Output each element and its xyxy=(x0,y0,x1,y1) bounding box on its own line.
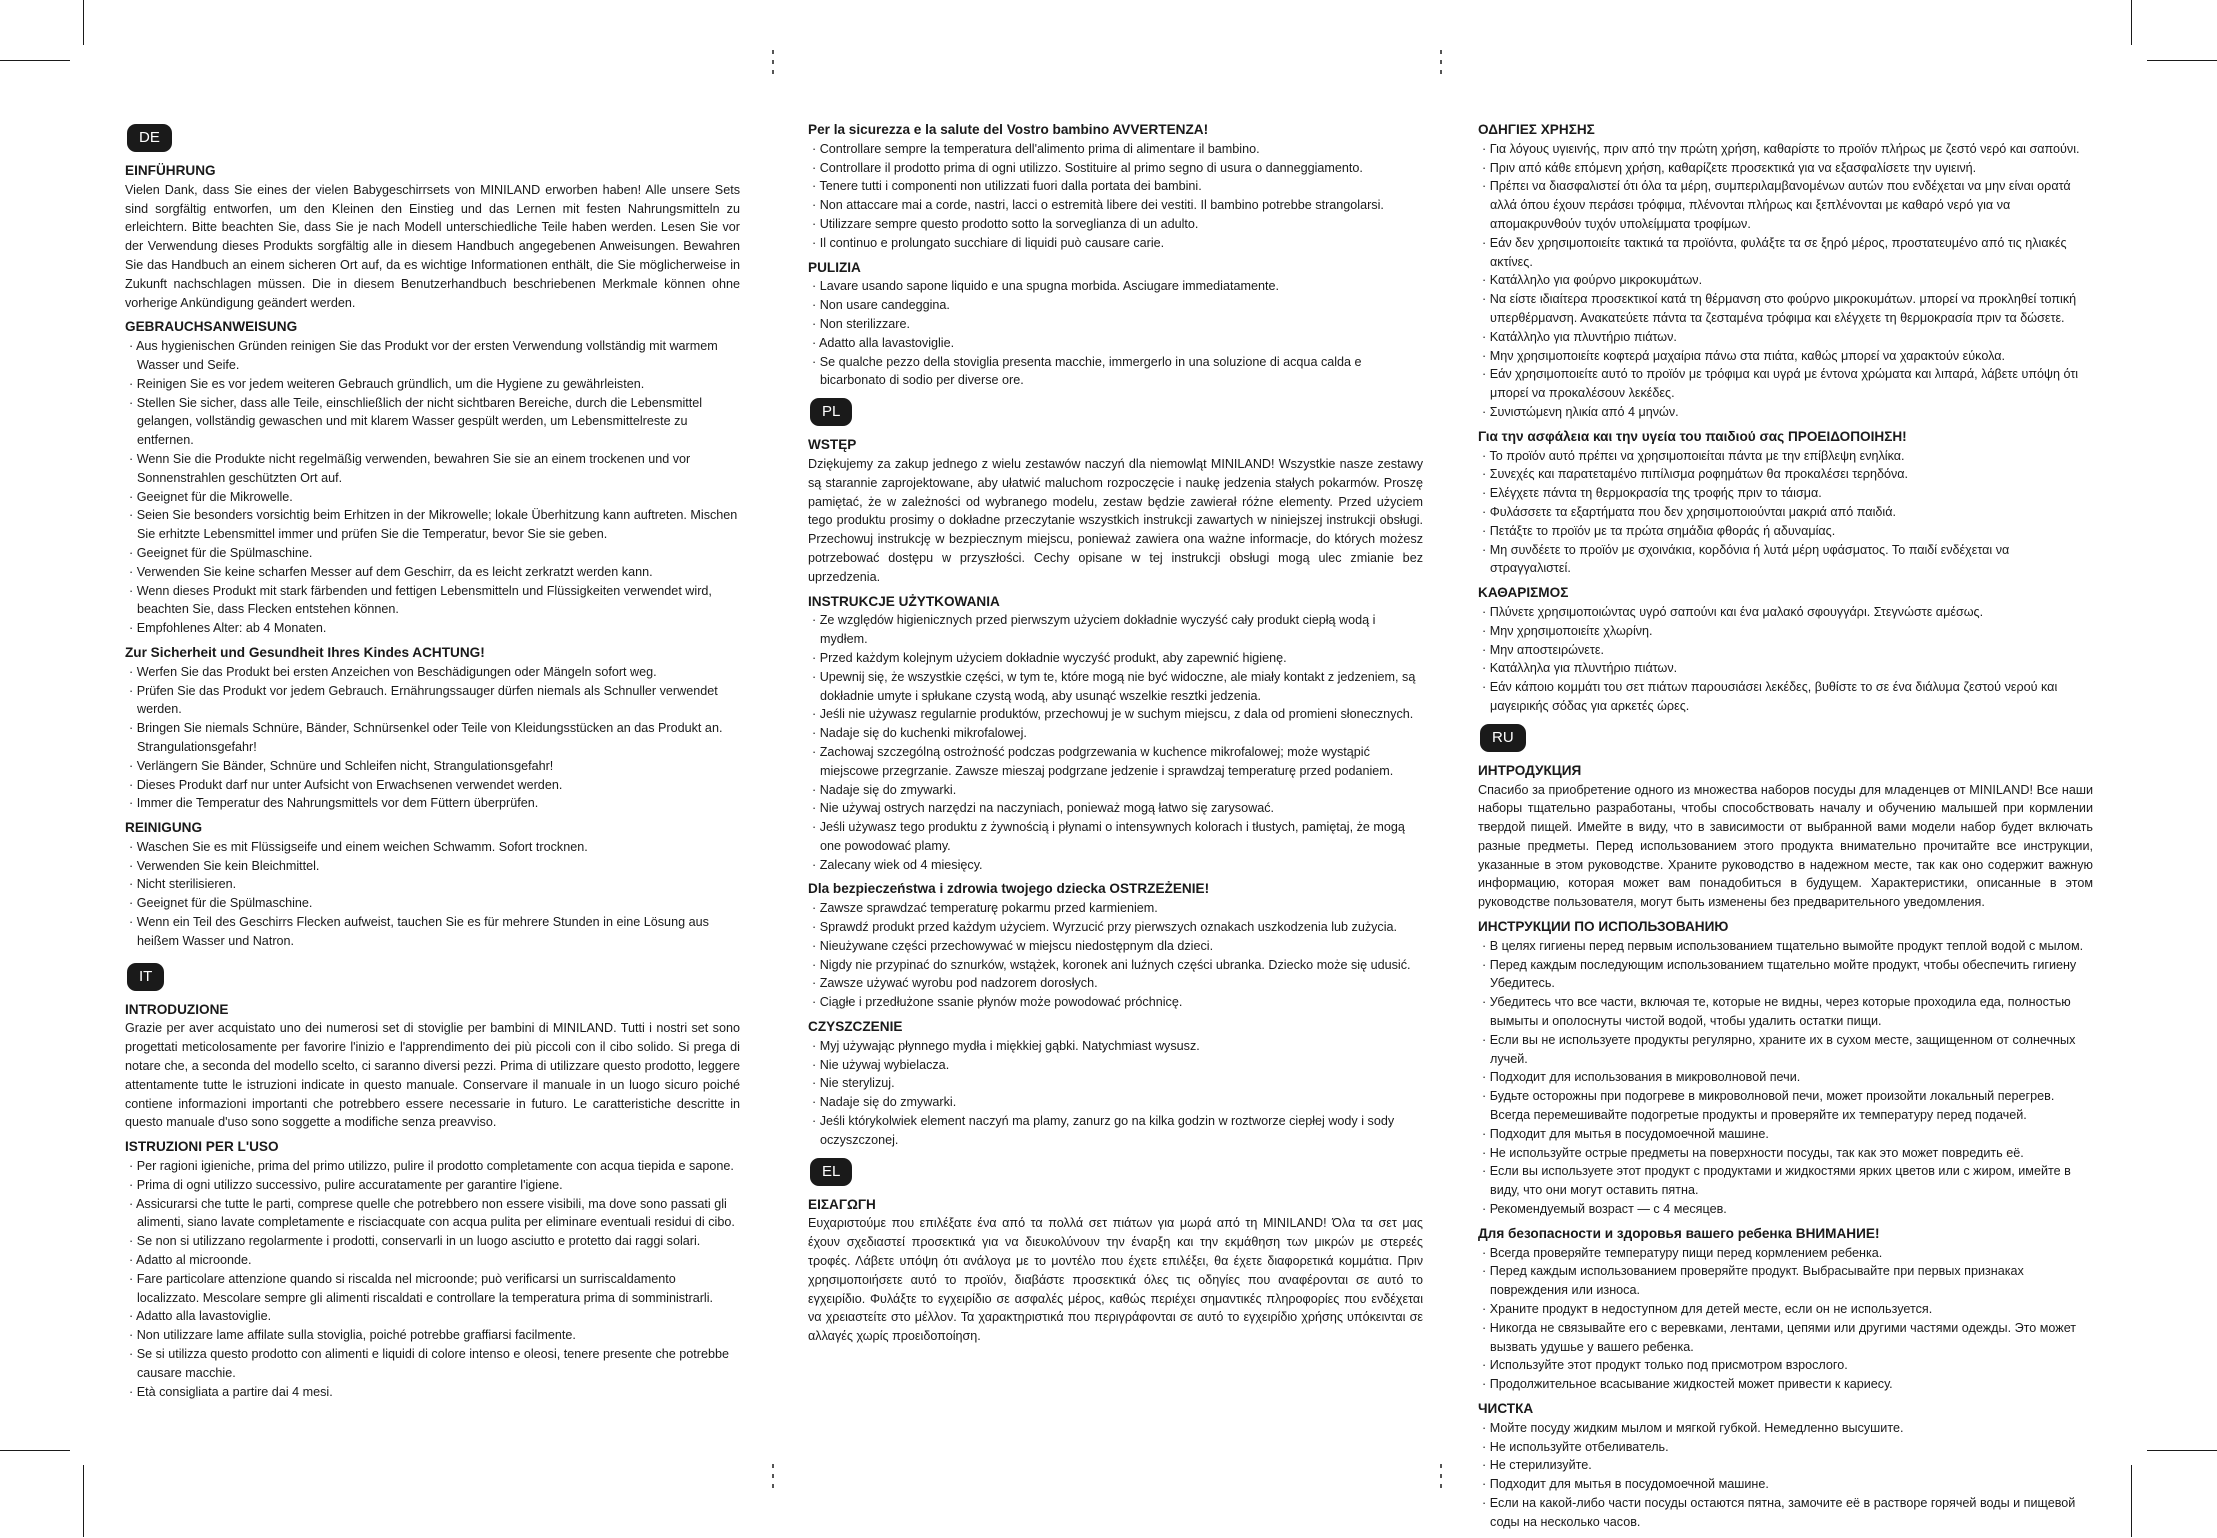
list-item: · Età consigliata a partire dai 4 mesi. xyxy=(125,1383,740,1402)
section-heading: EINFÜHRUNG xyxy=(125,163,216,178)
list-item: · Prima di ogni utilizzo successivo, pulire accuratamente per garantire l'igiene. xyxy=(125,1176,740,1195)
list-item: · Zachowaj szczególną ostrożność podczas podgrzewania w kuchence mikrofalowej; może wystąpić miejscowe przegrzanie. Zawsze mieszaj podgrzane jedzenie i sprawdzaj temperaturę przed podaniem. xyxy=(808,743,1423,781)
list-item: · Zawsze używać wyrobu pod nadzorem dorosłych. xyxy=(808,974,1423,993)
crop-mark xyxy=(0,1450,70,1451)
section-cleaning-de xyxy=(125,819,740,951)
list-item: · Upewnij się, że wszystkie części, w tym te, które mogą nie być widoczne, ale miały kontakt z jedzeniem, są dokładnie umyte i spłukane czystą wodą, aby usunąć wszelkie resztki jedzenia. xyxy=(808,668,1423,706)
list-item: · Se non si utilizzano regolarmente i prodotti, conservarli in un luogo asciutto e protetto dai raggi solari. xyxy=(125,1232,740,1251)
list-item: · Wenn Sie die Produkte nicht regelmäßig verwenden, bewahren Sie sie an einem trockenen und vor Sonnenstrahlen geschützten Ort auf. xyxy=(125,450,740,488)
list-item: · Jeśli którykolwiek element naczyń ma plamy, zanurz go na kilka godzin w roztworze ciepłej wody i sody oczyszczonej. xyxy=(808,1112,1423,1150)
section-heading: ΕΙΣΑΓΩΓΗ xyxy=(808,1196,876,1212)
cleaning-list xyxy=(808,1037,1423,1150)
list-item: · Πρέπει να διασφαλιστεί ότι όλα τα μέρη, συμπεριλαμβανομένων αυτών που ενδέχεται να μην είναι ορατά αλλά όπου έχουν περάσει τρόφιμα, πλένονται πλήρως και ξεπλένονται με καθαρό νερό για να απομακρυνθούν τυχόν υπολείμματα τροφίμων. xyxy=(1478,177,2093,233)
section-heading: WSTĘP xyxy=(808,437,857,453)
section-cleaning-it xyxy=(808,259,1423,391)
crop-mark xyxy=(2131,1465,2132,1537)
list-item: · Συνεχές και παρατεταμένο πιπίλισμα ροφημάτων θα προκαλέσει τερηδόνα. xyxy=(1478,465,2093,484)
crop-mark xyxy=(0,60,70,61)
section-cleaning-pl xyxy=(808,1018,1423,1150)
list-item: · Будьте осторожны при подогреве в микроволновой печи, может произойти локальный перегрев. Всегда перемешивайте подогретые продукты и проверяйте их температуру перед подачей. xyxy=(1478,1087,2093,1125)
cleaning-list xyxy=(1478,603,2093,716)
section-heading: ИНСТРУКЦИИ ПО ИСПОЛЬЗОВАНИЮ xyxy=(1478,919,1729,935)
list-item: · Tenere tutti i componenti non utilizzati fuori dalla portata dei bambini. xyxy=(808,177,1423,196)
section-introduction-de xyxy=(125,162,740,312)
list-item: · Κατάλληλα για πλυντήριο πιάτων. xyxy=(1478,659,2093,678)
section-safety-it xyxy=(808,121,1423,253)
list-item: · Non sterilizzare. xyxy=(808,315,1423,334)
section-paragraph: Ευχαριστούμε που επιλέξατε ένα από τα πολλά σετ πιάτων για μωρά από τη MINILAND! Όλα τα σετ μας έχουν σχεδιαστεί προσεκτικά για να διευκολύνουν την έναρξη και την εκμάθηση των μικρών με στερεές τροφές. Λάβετε υπόψη ότι ανάλογα με το μοντέλο που έχετε επιλέξει, θα έχετε διαφορετικά κομμάτια. Πριν χρησιμοποιήσετε αυτό το προϊόν, διαβάστε προσεκτικά όλες τις οδηγίες που αναφέρονται σε αυτό το εγχειρίδιο. Φυλάξτε το εγχειρίδιο σε ασφαλές μέρος, καθώς περιέχει σημαντικές πληροφορίες που ενδέχεται να χρειαστείτε στο μέλλον. Τα χαρακτηριστικά που περιγράφονται σε αυτό το εγχειρίδιο χρήσης υπόκεινται σε αλλαγές χωρίς προειδοποίηση. xyxy=(808,1216,1423,1344)
list-item: · Assicurarsi che tutte le parti, comprese quelle che potrebbero non essere visibili, ma dove sono passati gli alimenti, siano lavate completamente e risciacquate con acqua pulita per eliminare eventuali residui di cibo. xyxy=(125,1195,740,1233)
list-item: · Nadaje się do zmywarki. xyxy=(808,1093,1423,1112)
list-item: · Рекомендуемый возраст — с 4 месяцев. xyxy=(1478,1200,2093,1219)
section-heading: REINIGUNG xyxy=(125,820,203,836)
list-item: · Если вы не используете продукты регулярно, храните их в сухом месте, защищенном от солнечных лучей. xyxy=(1478,1031,2093,1069)
section-heading: ЧИСТКА xyxy=(1478,1401,1534,1416)
list-item: · Перед каждым последующим использованием тщательно мойте продукт, чтобы обеспечить гигиену Убедитесь. xyxy=(1478,956,2093,994)
list-item: · Μην χρησιμοποιείτε χλωρίνη. xyxy=(1478,622,2093,641)
list-item: · Jeśli używasz tego produktu z żywnością i płynami o intensywnych kolorach i tłustych, pamiętaj, że mogą one powodować plamy. xyxy=(808,818,1423,856)
list-item: · Zalecany wiek od 4 miesięcy. xyxy=(808,856,1423,875)
list-item: · Per ragioni igieniche, prima del primo utilizzo, pulire il prodotto completamente con acqua tiepida e sapone. xyxy=(125,1157,740,1176)
section-heading: Для безопасности и здоровья вашего ребенка ВНИМАНИЕ! xyxy=(1478,1225,1880,1241)
section-introduction-el xyxy=(808,1196,1423,1346)
list-item: · Никогда не связывайте его с веревками, лентами, цепями или другими частями одежды. Это может вызвать удушье у вашего ребенка. xyxy=(1478,1319,2093,1357)
crop-mark xyxy=(2147,1450,2217,1451)
list-item: · Immer die Temperatur des Nahrungsmittels vor dem Füttern überprüfen. xyxy=(125,794,740,813)
column-german-italian xyxy=(125,122,740,1407)
list-item: · Продолжительное всасывание жидкостей может привести к кариесу. xyxy=(1478,1375,2093,1394)
section-heading: Dla bezpieczeństwa i zdrowia twojego dziecka OSTRZEŻENIE! xyxy=(808,881,1210,897)
list-item: · Wenn ein Teil des Geschirrs Flecken aufweist, tauchen Sie es für mehrere Stunden in eine Lösung aus heißem Wasser und Natron. xyxy=(125,913,740,951)
list-item: · Controllare sempre la temperatura dell'alimento prima di alimentare il bambino. xyxy=(808,140,1423,159)
list-item: · Nadaje się do kuchenki mikrofalowej. xyxy=(808,724,1423,743)
list-item: · Κατάλληλο για πλυντήριο πιάτων. xyxy=(1478,328,2093,347)
section-heading: Zur Sicherheit und Gesundheit Ihres Kindes ACHTUNG! xyxy=(125,644,485,660)
list-item: · Geeignet für die Spülmaschine. xyxy=(125,544,740,563)
instruction-list xyxy=(808,611,1423,874)
list-item: · Μην αποστειρώνετε. xyxy=(1478,641,2093,660)
list-item: · Non utilizzare lame affilate sulla stoviglia, poiché potrebbe graffiarsi facilmente. xyxy=(125,1326,740,1345)
list-item: · Ciągłe i przedłużone ssanie płynów może powodować próchnicę. xyxy=(808,993,1423,1012)
list-item: · Zawsze sprawdzać temperaturę pokarmu przed karmieniem. xyxy=(808,899,1423,918)
list-item: · Seien Sie besonders vorsichtig beim Erhitzen in der Mikrowelle; lokale Überhitzung kann auftreten. Mischen Sie erhitzte Lebensmittel immer und prüfen Sie die Temperatur, bevor Sie sie geben. xyxy=(125,506,740,544)
list-item: · Nie używaj ostrych narzędzi na naczyniach, ponieważ mogą łatwo się zarysować. xyxy=(808,799,1423,818)
list-item: · Controllare il prodotto prima di ogni utilizzo. Sostituire al primo segno di usura o danneggiamento. xyxy=(808,159,1423,178)
list-item: · Jeśli nie używasz regularnie produktów, przechowuj je w suchym miejscu, z dala od promieni słonecznych. xyxy=(808,705,1423,724)
fold-mark xyxy=(1440,1464,1442,1468)
section-cleaning-el xyxy=(1478,584,2093,716)
list-item: · Waschen Sie es mit Flüssigseife und einem weichen Schwamm. Sofort trocknen. xyxy=(125,838,740,857)
list-item: · Не используйте отбеливатель. xyxy=(1478,1438,2093,1457)
section-heading: GEBRAUCHSANWEISUNG xyxy=(125,319,298,335)
list-item: · Убедитесь что все части, включая те, которые не видны, через которые проходила еда, полностью вымыты и ополоснуты чистой водой, чтобы удалить остатки пищи. xyxy=(1478,993,2093,1031)
fold-mark xyxy=(772,1474,774,1478)
section-instructions-pl xyxy=(808,593,1423,875)
instruction-list xyxy=(1478,140,2093,422)
list-item: · Nadaje się do zmywarki. xyxy=(808,781,1423,800)
section-paragraph: Vielen Dank, dass Sie eines der vielen Babygeschirrsets von MINILAND erworben haben! Alle unsere Sets sind sorgfältig entworfen, um den Kleinen den Einstieg und das Lernen mit festen Nahrungsmitteln zu erleichtern. Bitte beachten Sie, dass Sie je nach Modell unterschiedliche Teile haben werden. Lesen Sie vor der Verwendung dieses Produkts sorgfältig alle in diesem Handbuch angegebenen Anweisungen. Bewahren Sie das Handbuch an einem sicheren Ort auf, da es wichtige Informationen enthält, die Sie möglicherweise in Zukunft nachschlagen müssen. Die in diesem Benutzerhandbuch beschriebenen Merkmale können ohne vorherige Ankündigung geändert werden. xyxy=(125,182,740,310)
fold-mark xyxy=(1440,1474,1442,1478)
list-item: · Empfohlenes Alter: ab 4 Monaten. xyxy=(125,619,740,638)
section-instructions-ru xyxy=(1478,918,2093,1219)
section-heading: Per la sicurezza e la salute del Vostro bambino AVVERTENZA! xyxy=(808,122,1209,137)
fold-mark xyxy=(1440,70,1442,74)
list-item: · Nicht sterilisieren. xyxy=(125,875,740,894)
language-badge-de: DE xyxy=(127,124,172,152)
section-paragraph: Dziękujemy za zakup jednego z wielu zestawów naczyń dla niemowląt MINILAND! Wszystkie nasze zestawy są starannie zaprojektowane, aby ułatwić maluchom rozpoczęcie i naukę jedzenia stałych pokarmów. Proszę pamiętać, że w zależności od wybranego modelu, zestaw będzie zawierał różne elementy. Przed użyciem tego produktu prosimy o dokładne przeczytanie wszystkich instrukcji zawartych w niniejszej instrukcji obsługi. Przechowuj instrukcję w bezpiecznym miejscu, ponieważ zawiera ona ważne informacje, do których możesz potrzebować dostępu w przyszłości. Cechy opisane w tej instrukcji obsługi mogą ulec zmianie bez uprzedzenia. xyxy=(808,456,1423,584)
section-instructions-de xyxy=(125,318,740,638)
section-heading: Για την ασφάλεια και την υγεία του παιδιού σας ΠΡΟΕΙΔΟΠΟΙΗΣΗ! xyxy=(1478,428,1907,444)
list-item: · Φυλάσσετε τα εξαρτήματα που δεν χρησιμοποιούνται μακριά από παιδιά. xyxy=(1478,503,2093,522)
list-item: · Wenn dieses Produkt mit stark färbenden und fettigen Lebensmitteln und Flüssigkeiten verwendet wird, beachten Sie, dass Flecken entstehen können. xyxy=(125,582,740,620)
list-item: · Πριν από κάθε επόμενη χρήση, καθαρίζετε προσεκτικά για να εξασφαλίσετε την υγιεινή. xyxy=(1478,159,2093,178)
list-item: · Przed każdym kolejnym użyciem dokładnie wyczyść produkt, aby zapewnić higienę. xyxy=(808,649,1423,668)
column-italian-polish-greek xyxy=(808,121,1423,1352)
fold-mark xyxy=(1440,50,1442,54)
fold-mark xyxy=(772,60,774,64)
list-item: · Το προϊόν αυτό πρέπει να χρησιμοποιείται πάντα με την επίβλεψη ενηλίκα. xyxy=(1478,447,2093,466)
section-paragraph: Спасибо за приобретение одного из множества наборов посуды для младенцев от MINILAND! Все наши наборы тщательно разработаны, чтобы способствовать началу и обучению малышей при кормлении твердой пищей. Имейте в виду, что в зависимости от выбранной вами модели набор будет включать разные предметы. Перед использованием этого продукта внимательно прочитайте все инструкции, указанные в этом руководстве. Храните руководство в надежном месте, так как оно содержит важную информацию, которая может вам понадобиться в будущем. Характеристики, описанные в этом руководстве пользователя, могут быть изменены без предварительного уведомления. xyxy=(1478,782,2093,910)
instruction-list xyxy=(125,337,740,638)
safety-list xyxy=(808,140,1423,253)
list-item: · Μη συνδέετε το προϊόν με σχοινάκια, κορδόνια ή λυτά μέρη υφάσματος. Το παιδί ενδέχεται να στραγγαλιστεί. xyxy=(1478,541,2093,579)
fold-mark xyxy=(1440,60,1442,64)
list-item: · Se qualche pezzo della stoviglia presenta macchie, immergerlo in una soluzione di acqua calda e bicarbonato di sodio per diverse ore. xyxy=(808,353,1423,391)
list-item: · Για λόγους υγιεινής, πριν από την πρώτη χρήση, καθαρίστε το προϊόν πλήρως με ζεστό νερό και σαπούνι. xyxy=(1478,140,2093,159)
list-item: · Nie używaj wybielacza. xyxy=(808,1056,1423,1075)
list-item: · Dieses Produkt darf nur unter Aufsicht von Erwachsenen verwendet werden. xyxy=(125,776,740,795)
list-item: · Geeignet für die Spülmaschine. xyxy=(125,894,740,913)
section-paragraph: Grazie per aver acquistato uno dei numerosi set di stoviglie per bambini di MINILAND. Tutti i nostri set sono progettati meticolosamente per favorire l'inizio e l'apprendimento dei più piccoli con il cibo solido. Si prega di notare che, a seconda del modello scelto, ci saranno diversi pezzi. Prima di utilizzare questo prodotto, leggere attentamente tutte le istruzioni indicate in questo manuale. Conservare il manuale in un luogo sicuro poiché contiene informazioni importanti che potrebbero essere necessarie in futuro. Le caratteristiche descritte in questo manuale d'uso sono soggette a modifiche senza preavviso. xyxy=(125,1021,740,1130)
safety-list xyxy=(808,899,1423,1012)
section-heading: CZYSZCZENIE xyxy=(808,1019,903,1035)
list-item: · Если вы используете этот продукт с продуктами и жидкостями ярких цветов или с жиром, имейте в виду, что они могут оставить пятна. xyxy=(1478,1162,2093,1200)
section-heading: ИНТРОДУКЦИЯ xyxy=(1478,762,1582,778)
section-introduction-pl xyxy=(808,436,1423,586)
language-badge-it: IT xyxy=(127,963,164,991)
list-item: · В целях гигиены перед первым использованием тщательно вымойте продукт теплой водой с мылом. xyxy=(1478,937,2093,956)
section-safety-ru xyxy=(1478,1225,2093,1394)
list-item: · Verwenden Sie keine scharfen Messer auf dem Geschirr, da es leicht zerkratzt werden kann. xyxy=(125,563,740,582)
list-item: · Если на какой-либо части посуды остаются пятна, замочите её в растворе горячей воды и пищевой соды на несколько часов. xyxy=(1478,1494,2093,1532)
section-heading: INTRODUZIONE xyxy=(125,1001,229,1017)
fold-mark xyxy=(772,1464,774,1468)
list-item: · Adatto alla lavastoviglie. xyxy=(125,1307,740,1326)
instruction-list xyxy=(1478,937,2093,1219)
list-item: · Πετάξτε το προϊόν με τα πρώτα σημάδια φθοράς ή αδυναμίας. xyxy=(1478,522,2093,541)
cleaning-list xyxy=(808,277,1423,390)
section-heading: PULIZIA xyxy=(808,259,861,275)
list-item: · Ze względów higienicznych przed pierwszym użyciem dokładnie wyczyść cały produkt ciepłą wodą i mydłem. xyxy=(808,611,1423,649)
list-item: · Не стерилизуйте. xyxy=(1478,1456,2093,1475)
list-item: · Verlängern Sie Bänder, Schnüre und Schleifen nicht, Strangulationsgefahr! xyxy=(125,757,740,776)
list-item: · Перед каждым использованием проверяйте продукт. Выбрасывайте при первых признаках повреждения или износа. xyxy=(1478,1262,2093,1300)
list-item: · Всегда проверяйте температуру пищи перед кормлением ребенка. xyxy=(1478,1244,2093,1263)
list-item: · Мойте посуду жидким мылом и мягкой губкой. Немедленно высушите. xyxy=(1478,1419,2093,1438)
list-item: · Подходит для использования в микроволновой печи. xyxy=(1478,1068,2093,1087)
list-item: · Reinigen Sie es vor jedem weiteren Gebrauch gründlich, um die Hygiene zu gewährleisten. xyxy=(125,375,740,394)
list-item: · Adatto al microonde. xyxy=(125,1251,740,1270)
crop-mark xyxy=(2131,0,2132,45)
fold-mark xyxy=(772,50,774,54)
list-item: · Ελέγχετε πάντα τη θερμοκρασία της τροφής πριν το τάισμα. xyxy=(1478,484,2093,503)
list-item: · Fare particolare attenzione quando si riscalda nel microonde; può verificarsi un surriscaldamento localizzato. Mescolare sempre gli alimenti riscaldati e controllare la temperatura prima di somministrarli. xyxy=(125,1270,740,1308)
list-item: · Εάν κάποιο κομμάτι του σετ πιάτων παρουσιάσει λεκέδες, βυθίστε το σε ένα διάλυμα ζεστού νερού και μαγειρικής σόδας για αρκετές ώρες. xyxy=(1478,678,2093,716)
list-item: · Κατάλληλο για φούρνο μικροκυμάτων. xyxy=(1478,271,2093,290)
section-heading: INSTRUKCJE UŻYTKOWANIA xyxy=(808,593,1000,609)
safety-list xyxy=(1478,1244,2093,1394)
section-heading: ISTRUZIONI PER L'USO xyxy=(125,1139,279,1155)
language-badge-ru: RU xyxy=(1480,724,1526,752)
list-item: · Sprawdź produkt przed każdym użyciem. Wyrzucić przy pierwszych oznakach uszkodzenia lub zużycia. xyxy=(808,918,1423,937)
list-item: · Non attaccare mai a corde, nastri, lacci o estremità libere dei vestiti. Il bambino potrebbe strangolarsi. xyxy=(808,196,1423,215)
crop-mark xyxy=(2147,60,2217,61)
list-item: · Stellen Sie sicher, dass alle Teile, einschließlich der nicht sichtbaren Bereiche, durch die Lebensmittel gelangen, vollständig gewaschen und mit klarem Wasser gespült werden, um Lebensmittelreste zu entfernen. xyxy=(125,394,740,450)
safety-list xyxy=(125,663,740,813)
section-safety-pl xyxy=(808,880,1423,1012)
list-item: · Verwenden Sie kein Bleichmittel. xyxy=(125,857,740,876)
list-item: · Храните продукт в недоступном для детей месте, если он не используется. xyxy=(1478,1300,2093,1319)
list-item: · Non usare candeggina. xyxy=(808,296,1423,315)
list-item: · Utilizzare sempre questo prodotto sotto la sorveglianza di un adulto. xyxy=(808,215,1423,234)
fold-mark xyxy=(772,70,774,74)
list-item: · Nieużywane części przechowywać w miejscu niedostępnym dla dzieci. xyxy=(808,937,1423,956)
list-item: · Werfen Sie das Produkt bei ersten Anzeichen von Beschädigungen oder Mängeln sofort weg. xyxy=(125,663,740,682)
list-item: · Nie sterylizuj. xyxy=(808,1074,1423,1093)
list-item: · Εάν χρησιμοποιείτε αυτό το προϊόν με τρόφιμα και υγρά με έντονα χρώματα και λιπαρά, λάβετε υπόψη ότι μπορεί να προκαλέσουν λεκέδες. xyxy=(1478,365,2093,403)
column-greek-russian xyxy=(1478,121,2093,1538)
safety-list xyxy=(1478,447,2093,579)
section-cleaning-ru xyxy=(1478,1400,2093,1532)
list-item: · Подходит для мытья в посудомоечной машине. xyxy=(1478,1125,2093,1144)
list-item: · Il continuo e prolungato succhiare di liquidi può causare carie. xyxy=(808,234,1423,253)
section-safety-el xyxy=(1478,428,2093,578)
list-item: · Να είστε ιδιαίτερα προσεκτικοί κατά τη θέρμανση στο φούρνο μικροκυμάτων. μπορεί να προκληθεί τοπική υπερθέρμανση. Ανακατεύετε πάντα τα ζεσταμένα τρόφιμα και ελέγχετε τη θερμοκρασία πριν τα δώσετε. xyxy=(1478,290,2093,328)
list-item: · Εάν δεν χρησιμοποιείτε τακτικά τα προϊόντα, φυλάξτε τα σε ξηρό μέρος, προστατευμένο από τις ηλιακές ακτίνες. xyxy=(1478,234,2093,272)
crop-mark xyxy=(83,1465,84,1537)
list-item: · Myj używając płynnego mydła i miękkiej gąbki. Natychmiast wysusz. xyxy=(808,1037,1423,1056)
list-item: · Не используйте острые предметы на поверхности посуды, так как это может повредить её. xyxy=(1478,1144,2093,1163)
section-safety-de xyxy=(125,644,740,813)
section-instructions-it xyxy=(125,1138,740,1401)
section-heading: ΚΑΘΑΡΙΣΜΟΣ xyxy=(1478,585,1569,601)
list-item: · Lavare usando sapone liquido e una spugna morbida. Asciugare immediatamente. xyxy=(808,277,1423,296)
fold-mark xyxy=(772,1484,774,1488)
list-item: · Bringen Sie niemals Schnüre, Bänder, Schnürsenkel oder Teile von Kleidungsstücken an das Produkt an. Strangulationsgefahr! xyxy=(125,719,740,757)
section-heading: ΟΔΗΓΙΕΣ ΧΡΗΣΗΣ xyxy=(1478,122,1595,137)
list-item: · Se si utilizza questo prodotto con alimenti e liquidi di colore intenso e oleosi, tenere presente che potrebbe causare macchie. xyxy=(125,1345,740,1383)
cleaning-list xyxy=(1478,1419,2093,1532)
list-item: · Συνιστώμενη ηλικία από 4 μηνών. xyxy=(1478,403,2093,422)
crop-mark xyxy=(83,0,84,45)
list-item: · Подходит для мытья в посудомоечной машине. xyxy=(1478,1475,2093,1494)
language-badge-el: EL xyxy=(810,1158,852,1186)
list-item: · Μην χρησιμοποιείτε κοφτερά μαχαίρια πάνω στα πιάτα, καθώς μπορεί να χαρακτούν εύκολα. xyxy=(1478,347,2093,366)
list-item: · Geeignet für die Mikrowelle. xyxy=(125,488,740,507)
list-item: · Aus hygienischen Gründen reinigen Sie das Produkt vor der ersten Verwendung vollständig mit warmem Wasser und Seife. xyxy=(125,337,740,375)
section-introduction-it xyxy=(125,1001,740,1133)
list-item: · Nigdy nie przypinać do sznurków, wstążek, koronek ani luźnych części ubranka. Dziecko może się udusić. xyxy=(808,956,1423,975)
cleaning-list xyxy=(125,838,740,951)
section-instructions-el xyxy=(1478,121,2093,422)
list-item: · Используйте этот продукт только под присмотром взрослого. xyxy=(1478,1356,2093,1375)
list-item: · Adatto alla lavastoviglie. xyxy=(808,334,1423,353)
fold-mark xyxy=(1440,1484,1442,1488)
instruction-list xyxy=(125,1157,740,1401)
section-introduction-ru xyxy=(1478,762,2093,912)
list-item: · Πλύνετε χρησιμοποιώντας υγρό σαπούνι και ένα μαλακό σφουγγάρι. Στεγνώστε αμέσως. xyxy=(1478,603,2093,622)
list-item: · Prüfen Sie das Produkt vor jedem Gebrauch. Ernährungssauger dürfen niemals als Schnuller verwendet werden. xyxy=(125,682,740,720)
language-badge-pl: PL xyxy=(810,398,852,426)
